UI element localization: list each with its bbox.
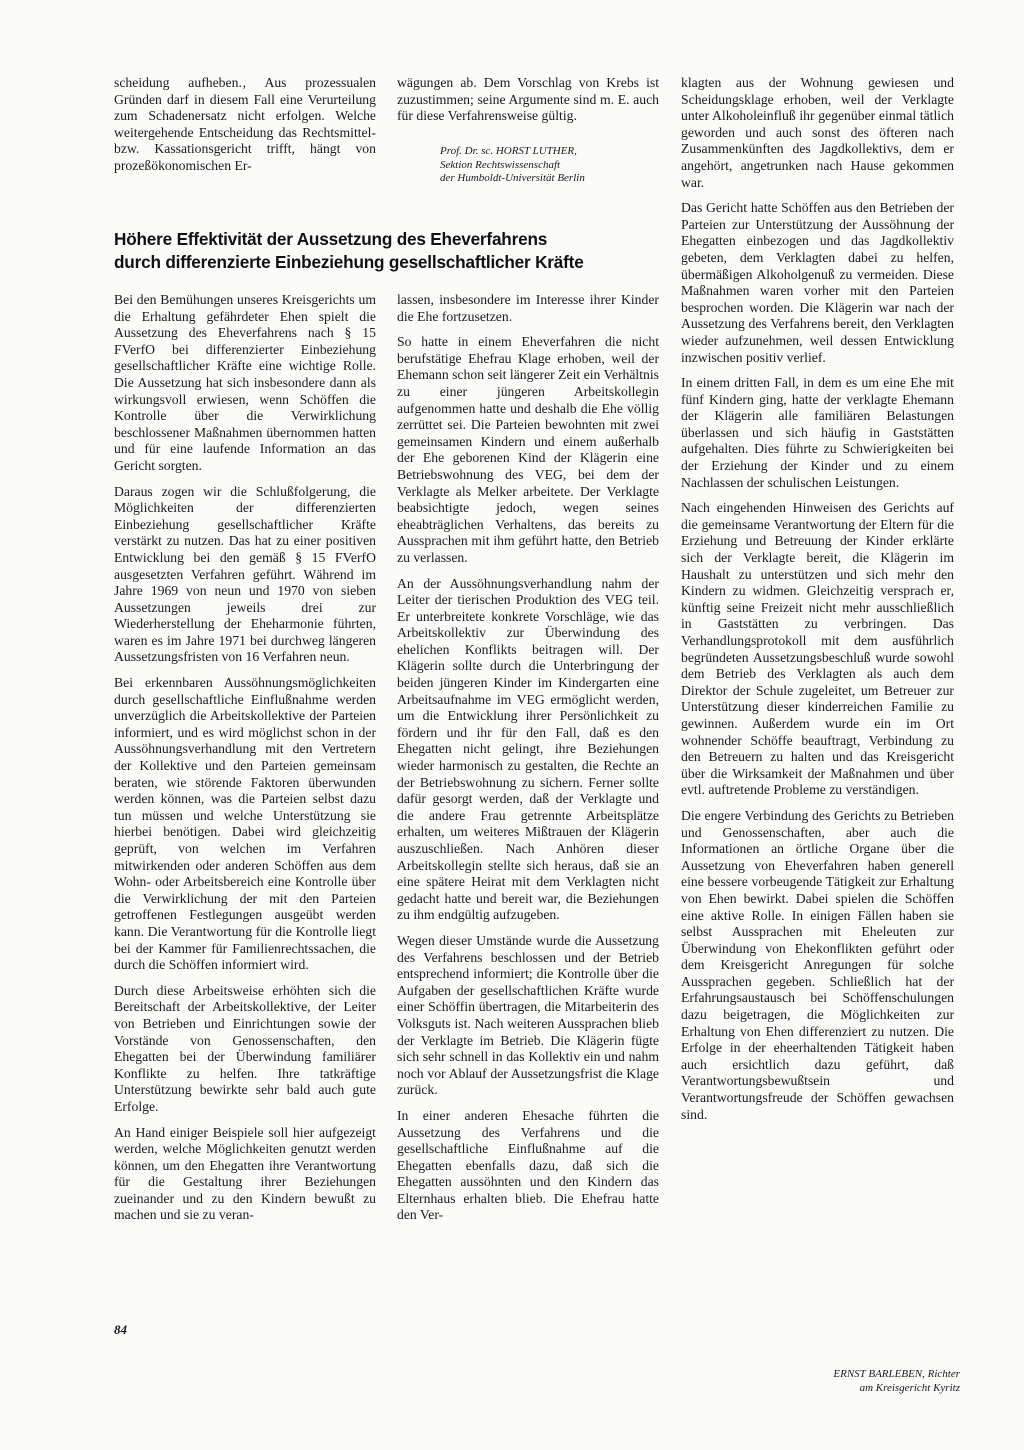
top-article-column-2 <box>397 75 659 134</box>
paragraph: Nach eingehenden Hinweisen des Gerichts auf die gemeinsame Verantwortung der Eltern für die Erziehung und Betreuung der Kinder erklärte sich der Verklagte bereit, die Klägerin im Haushalt zu unterstützen und sich mehr den Kindern zu widmen. Gleichzeitig versprach er, künftig seine Freizeit nicht mehr ausschließlich in Gaststätten zu verbringen. Das Verhandlungsprotokoll mit dem ausführlich begründeten Aussetzungsbeschluß wurde sowohl dem Betrieb des Verklagten als auch dem Direktor der Schule zugeleitet, um Betreuer zur Unterstützung dieser kinderreichen Familie zu gewinnen. Außerdem wurde ein im Ort wohnender Schöffe beauftragt, Verbindung zu den Betreuern zu halten und das Kreisgericht über die Wirksamkeit der Maßnahmen und über evtl. auftretende Probleme zu verständigen. <box>681 500 954 798</box>
article-headline <box>114 228 674 274</box>
headline-line-2: durch differenzierte Einbeziehung gesellschaftlicher Kräfte <box>114 252 584 272</box>
article-signature <box>760 1368 960 1395</box>
article-column-2 <box>397 292 659 1233</box>
paragraph: Daraus zogen wir die Schlußfolgerung, die Möglichkeiten der differenzierten Einbeziehung gesellschaftlicher Kräfte verstärkt zu nutzen. Das hat zu einer positiven Entwicklung bei den gemäß § 15 FVerfO ausgesetzten Verfahren geführt. Während im Jahre 1969 von neun und 1970 von sieben Aussetzungen jeweils drei zur Wiederherstellung der Eheharmonie führten, waren es im Jahre 1971 bei durchweg längeren Aussetzungsfristen von 16 Verfahren neun. <box>114 483 376 665</box>
headline-line-1: Höhere Effektivität der Aussetzung des Eheverfahrens <box>114 229 548 249</box>
article-column-1 <box>114 292 376 1233</box>
paragraph: Das Gericht hatte Schöffen aus den Betrieben der Parteien zur Unterstützung der Aussöhnung der Ehegatten einbezogen und das Jagdkollektiv gebeten, dem Verklagten dabei zu helfen, übermäßigen Alkoholgenuß zu vermeiden. Diese Maßnahmen waren vorher mit den Parteien besprochen worden. Die Klägerin war nach der Aussetzung des Verfahrens bereit, den Verklagten wieder aufzunehmen, weil dessen Entwicklung inzwischen positiv verlief. <box>681 200 954 365</box>
paragraph: Wegen dieser Umstände wurde die Aussetzung des Verfahrens beschlossen und der Betrieb entsprechend informiert; die Kontrolle über die Aufgaben der gesellschaftlichen Kräfte wurde einer Schöffin übertragen, die Mitarbeiterin des Volksguts ist. Nach weiteren Aussprachen blieb der Verklagte im Betrieb. Die Klägerin fügte sich sehr schnell in das Kollektiv ein und nahm noch vor Ablauf der Aussetzungsfrist die Klage zurück. <box>397 932 659 1098</box>
paragraph: An Hand einiger Beispiele soll hier aufgezeigt werden, welche Möglichkeiten genutzt werden können, um den Ehegatten ihre Verantwortung für die Gestaltung ihrer Beziehungen zueinander und zu den Kindern bewußt zu machen und sie zu veran- <box>114 1124 376 1223</box>
paragraph: An der Aussöhnungsverhandlung nahm der Leiter der tierischen Produktion des VEG teil. Er unterbreitete konkrete Vorschläge, wie das Arbeitskollektiv zur Überwindung des ehelichen Konflikts beitragen will. Der Klägerin sollte durch die Unterbringung der beiden jüngeren Kinder im Kindergarten eine Arbeitsaufnahme im VEG ermöglicht werden, um die Entwicklung ihrer Persönlichkeit zu fördern und ihr für den Fall, daß es den Ehegatten nicht gelingt, ihre Beziehungen wieder harmonisch zu gestalten, die Rechte an der Betriebswohnung zu sichern. Ferner sollte dafür gesorgt werden, daß der Verklagte und die andere Frau getrennte Arbeitsplätze erhalten, um weiteres Mißtrauen der Klägerin auszuschließen. Nach Anhören dieser Arbeitskollegin stellte sich heraus, daß sie an eine spätere Heirat mit dem Verklagten nicht gedacht hatte und bereit war, die Beziehungen zu ihm endgültig aufzugeben. <box>397 575 659 923</box>
paragraph: wägungen ab. Dem Vorschlag von Krebs ist zuzustimmen; seine Argumente sind m. E. auch für diese Verfahrensweise gültig. <box>397 75 659 124</box>
page-number: 84 <box>114 1322 127 1337</box>
paragraph: In einer anderen Ehesache führten die Aussetzung des Verfahrens und die gesellschaftliche Einflußnahme auf die Ehegatten ebenfalls dazu, daß sich die Ehegatten aussöhnten und den Kindern das Elternhaus erhalten blieb. Die Ehefrau hatte den Ver- <box>397 1107 659 1223</box>
signature-court: am Kreisgericht Kyritz <box>859 1381 960 1394</box>
paragraph: scheidung aufheben.‚ Aus prozessualen Gründen darf in diesem Fall eine Verurteilung zum Schadenersatz nicht erfolgen. Welche weitergehende Entscheidung das Rechtsmittel- bzw. Kassationsgericht trifft, hängt von prozeßökonomischen Er- <box>114 75 376 173</box>
article-column-3 <box>681 75 954 1132</box>
paragraph: Bei den Bemühungen unseres Kreisgerichts um die Erhaltung gefährdeter Ehen spielt die Aussetzung des Eheverfahrens nach § 15 FVerfO bei differenzierter Einbeziehung gesellschaftlicher Kräfte eine wichtige Rolle. Die Aussetzung hat sich insbesondere dann als wirkungsvoll erwiesen, wenn Schöffen die Kontrolle über die Verwirklichung beschlossener Maßnahmen übernommen hatten und für eine laufende Information an das Gericht sorgten. <box>114 292 376 473</box>
signature-name: ERNST BARLEBEN, Richter <box>833 1368 960 1380</box>
author-affiliation: Sektion Rechtswissenschaft <box>440 158 561 171</box>
paragraph: klagten aus der Wohnung gewiesen und Scheidungsklage erhoben, weil der Verklagte unter Alkoholeinfluß ihr gegenüber einmal tätlich geworden und auch sonst des öfteren nach Zusammenkünften des Jagdkollektivs, dem er angehört, angetrunken nach Hause gekommen war. <box>681 75 954 190</box>
paragraph: So hatte in einem Eheverfahren die nicht berufstätige Ehefrau Klage erhoben, weil der Ehemann schon seit längerer Zeit ein Verhältnis zu einer jüngeren Arbeitskollegin aufgenommen hatte und deshalb die Ehe völlig zerrüttet sei. Die Parteien bewohnten mit zwei gemeinsamen Kindern und einem außerhalb der Ehe geborenen Kind der Klägerin eine Betriebswohnung des VEG, bei dem der Verklagte als Melker arbeitete. Der Verklagte beabsichtigte jedoch, wegen seines eheabträglichen Verhaltens, das bereits zu Aussprachen mit ihm geführt hatte, den Betrieb zu verlassen. <box>397 334 660 565</box>
author-institution: der Humboldt-Universität Berlin <box>440 172 585 184</box>
paragraph: In einem dritten Fall, in dem es um eine Ehe mit fünf Kindern ging, hatte der verklagte Ehemann der Klägerin alle familiären Belastungen überlassen und sich häufig in Gaststätten aufgehalten. Dies führte zu Schwierigkeiten bei der Erziehung der Kinder und zu einem Nachlassen der schulischen Leistungen. <box>681 375 954 490</box>
top-article-column-1 <box>114 75 376 184</box>
paragraph: lassen, insbesondere im Interesse ihrer Kinder die Ehe fortzusetzen. <box>397 292 659 324</box>
paragraph: Durch diese Arbeitsweise erhöhten sich die Bereitschaft der Arbeitskollektive, der Leiter von Betrieben und Einrichtungen sowie der Vorstände von Genossenschaften, den Ehegatten bei der Überwindung familiärer Konflikte zu helfen. Ihre tatkräftige Unterstützung bewirkte sehr bald auch gute Erfolge. <box>114 982 376 1114</box>
paragraph: Die engere Verbindung des Gerichts zu Betrieben und Genossenschaften, aber auch die Informationen an örtliche Organe über die Aussetzung von Eheverfahren haben generell eine bessere vorbeugende Tätigkeit zur Erhaltung von Ehen bewirkt. Dabei spielen die Schöffen eine aktive Rolle. In einigen Fällen haben sie selbst Aussprachen mit Eheleuten zur Überwindung von Ehekonflikten geführt oder dem Kreisgericht Anregungen für solche Aussprachen gegeben. Schließlich hat der Erfahrungsaustausch bei Schöffenschulungen dazu beigetragen, die Möglichkeiten zur Erhaltung von Ehen differenziert zu nutzen. Die Erfolge in der eheerhaltenden Tätigkeit haben auch ersichtlich dazu geführt, daß Verantwortungsbewußtsein und Verantwortungsfreude der Schöffen gewachsen sind. <box>681 807 954 1122</box>
author-name: Prof. Dr. sc. HORST LUTHER, <box>440 145 577 157</box>
paragraph: Bei erkennbaren Aussöhnungsmöglichkeiten durch gesellschaftliche Einflußnahme werden unverzüglich die Arbeitskollektive der Parteien informiert, und es wird möglichst schon in der Aussöhnungsverhandlung mit den Vertretern der Kollektive und den Parteien gemeinsam beraten, wie störende Faktoren überwunden werden können, was die Parteien selbst dazu tun müssen und welche Unterstützung sie hierbei benötigen. Dabei wird gleichzeitig geprüft, von welchen im Verfahren mitwirkenden oder anderen Schöffen aus dem Wohn- oder Arbeitsbereich eine Kontrolle über die Verwirklichung der mit den Parteien getroffenen Festlegungen ausgeübt werden kann. Die Verantwortung für die Kontrolle liegt bei der Kammer für Familienrechtssachen, die durch die Schöffen informiert wird. <box>114 675 376 973</box>
top-article-author <box>440 145 670 186</box>
